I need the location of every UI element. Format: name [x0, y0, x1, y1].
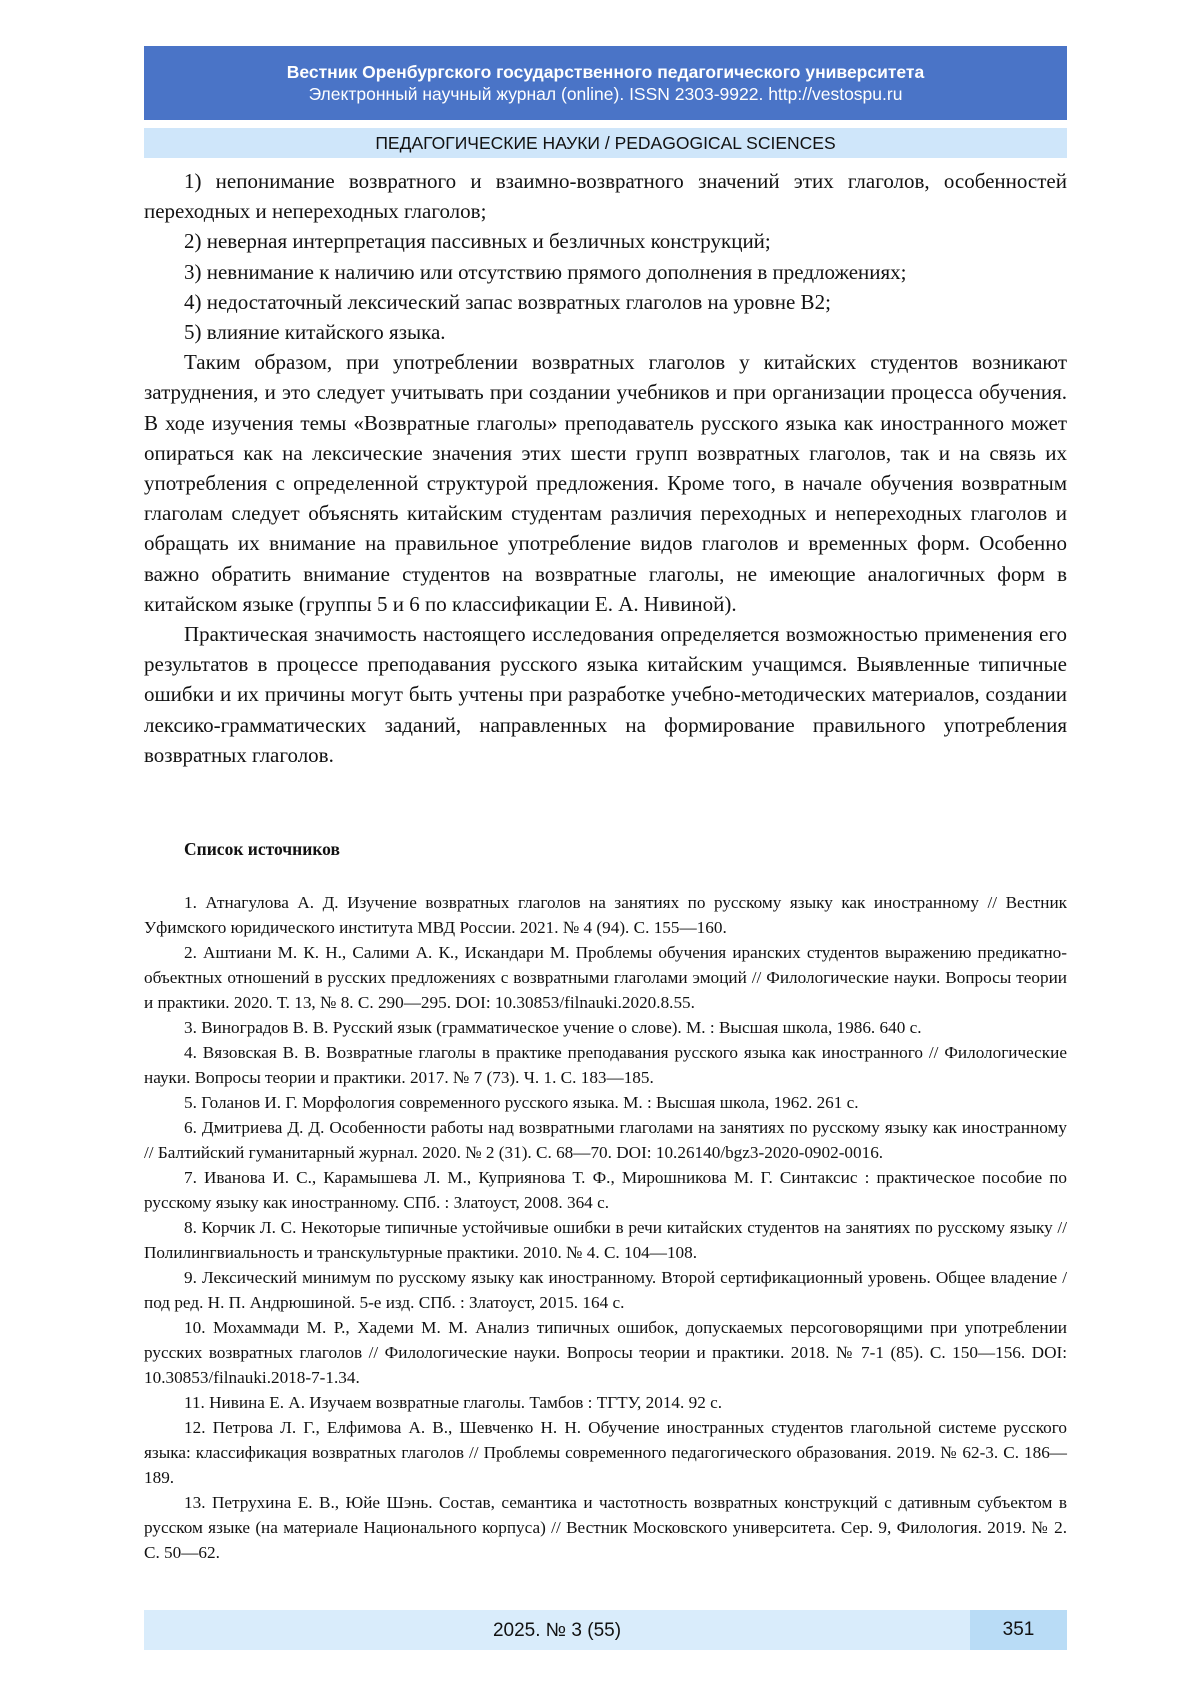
- list-item-1: 1) непонимание возвратного и взаимно-возвратного значений этих глаголов, особенностей переходных и непереходных глаголов;: [144, 169, 1067, 224]
- reference-item: 7. Иванова И. С., Карамышева Л. М., Куприянова Т. Ф., Мирошникова М. Г. Синтаксис : практическое пособие по русскому языку как иностранному. СПб. : Златоуст, 2008. 364 с.: [144, 1168, 1067, 1212]
- reference-item: 9. Лексический минимум по русскому языку как иностранному. Второй сертификационный уровень. Общее владение / под ред. Н. П. Андрюшиной. 5-е изд. СПб. : Златоуст, 2015. 164 с.: [144, 1268, 1067, 1312]
- list-item-5: 5) влияние китайского языка.: [184, 320, 446, 345]
- list-item-4: 4) недостаточный лексический запас возвратных глаголов на уровне В2;: [184, 289, 831, 314]
- reference-item: 5. Голанов И. Г. Морфология современного русского языка. М. : Высшая школа, 1962. 261 с.: [184, 1093, 859, 1112]
- reference-item: 6. Дмитриева Д. Д. Особенности работы над возвратными глаголами на занятиях по русскому языку как иностранному // Балтийский гуманитарный журнал. 2020. № 2 (31). С. 68—70. DOI: 10.26140/bgz3-2020-0902-0016.: [144, 1118, 1067, 1162]
- significance-paragraph: Практическая значимость настоящего исследования определяется возможностью применения его результатов в процессе преподавания русского языка китайским учащимся. Выявленные типичные ошибки и их причины могут быть учтены при разработке учебно-методических материалов, создании лексико-грамматических заданий, направленных на формирование правильного употребления возвратных глаголов.: [144, 622, 1067, 767]
- list-item-2: 2) неверная интерпретация пассивных и безличных конструкций;: [184, 229, 771, 254]
- reference-item: 10. Мохаммади М. Р., Хадеми М. М. Анализ типичных ошибок, допускаемых персоговорящими при употреблении русских возвратных глаголов // Филологические науки. Вопросы теории и практики. 2018. № 7-1 (85). С. 150—156. DOI: 10.30853/filnauki.2018-7-1.34.: [144, 1318, 1067, 1387]
- reference-item: 4. Вязовская В. В. Возвратные глаголы в практике преподавания русского языка как иностранного // Филологические науки. Вопросы теории и практики. 2017. № 7 (73). Ч. 1. С. 183—185.: [144, 1043, 1067, 1087]
- references-heading: Список источников: [184, 839, 340, 859]
- journal-subtitle: Электронный научный журнал (online). ISSN 2303-9922. http://vestospu.ru: [308, 84, 903, 104]
- reference-item: 11. Нивина Е. А. Изучаем возвратные глаголы. Тамбов : ТГТУ, 2014. 92 с.: [184, 1393, 723, 1412]
- section-title: ПЕДАГОГИЧЕСКИЕ НАУКИ / PEDAGOGICAL SCIENCES: [144, 128, 1067, 158]
- reference-item: 8. Корчик Л. С. Некоторые типичные устойчивые ошибки в речи китайских студентов на занятиях по русскому языку // Полилингвиальность и транскультурные практики. 2010. № 4. С. 104—108.: [144, 1218, 1067, 1262]
- reference-item: 3. Виноградов В. В. Русский язык (грамматическое учение о слове). М. : Высшая школа, 1986. 640 с.: [184, 1018, 922, 1037]
- reference-item: 12. Петрова Л. Г., Елфимова А. В., Шевченко Н. Н. Обучение иностранных студентов глагольной системе русского языка: классификация возвратных глаголов // Проблемы современного педагогического образования. 2019. № 62-3. С. 186—189.: [144, 1418, 1067, 1487]
- article-body: [144, 166, 1067, 770]
- reference-item: 13. Петрухина Е. В., Юйе Шэнь. Состав, семантика и частотность возвратных конструкций с дативным субъектом в русском языке (на материале Национального корпуса) // Вестник Московского университета. Сер. 9, Филология. 2019. № 2. С. 50—62.: [144, 1493, 1067, 1562]
- page-footer: [144, 1610, 1067, 1650]
- reference-item: 2. Аштиани М. К. Н., Салими А. К., Искандари М. Проблемы обучения иранских студентов выражению предикатно-объектных отношений в русских предложениях с возвратными глаголами эмоций // Филологические науки. Вопросы теории и практики. 2020. Т. 13, № 8. С. 290—295. DOI: 10.30853/filnauki.2020.8.55.: [144, 943, 1067, 1012]
- references-list: [144, 890, 1067, 1565]
- list-item-3: 3) невнимание к наличию или отсутствию прямого дополнения в предложениях;: [184, 259, 907, 284]
- reference-item: 1. Атнагулова А. Д. Изучение возвратных глаголов на занятиях по русскому языку как иностранному // Вестник Уфимского юридического института МВД России. 2021. № 4 (94). С. 155—160.: [144, 893, 1067, 937]
- page-number: 351: [970, 1610, 1067, 1650]
- journal-header: [144, 46, 1067, 120]
- journal-title: Вестник Оренбургского государственного педагогического университета: [286, 62, 925, 82]
- conclusion-paragraph: Таким образом, при употреблении возвратных глаголов у китайских студентов возникают затруднения, и это следует учитывать при создании учебников и при организации процесса обучения. В ходе изучения темы «Возвратные глаголы» преподаватель русского языка как иностранного может опираться как на лексические значения этих шести групп возвратных глаголов, так и на связь их употребления с определенной структурой предложения. Кроме того, в начале обучения возвратным глаголам следует объяснять китайским студентам различия переходных и непереходных глаголов и обращать их внимание на правильное употребление видов глаголов и временных форм. Особенно важно обратить внимание студентов на возвратные глаголы, не имеющие аналогичных форм в китайском языке (группы 5 и 6 по классификации Е. А. Нивиной).: [144, 350, 1067, 616]
- issue-number: 2025. № 3 (55): [492, 1620, 622, 1641]
